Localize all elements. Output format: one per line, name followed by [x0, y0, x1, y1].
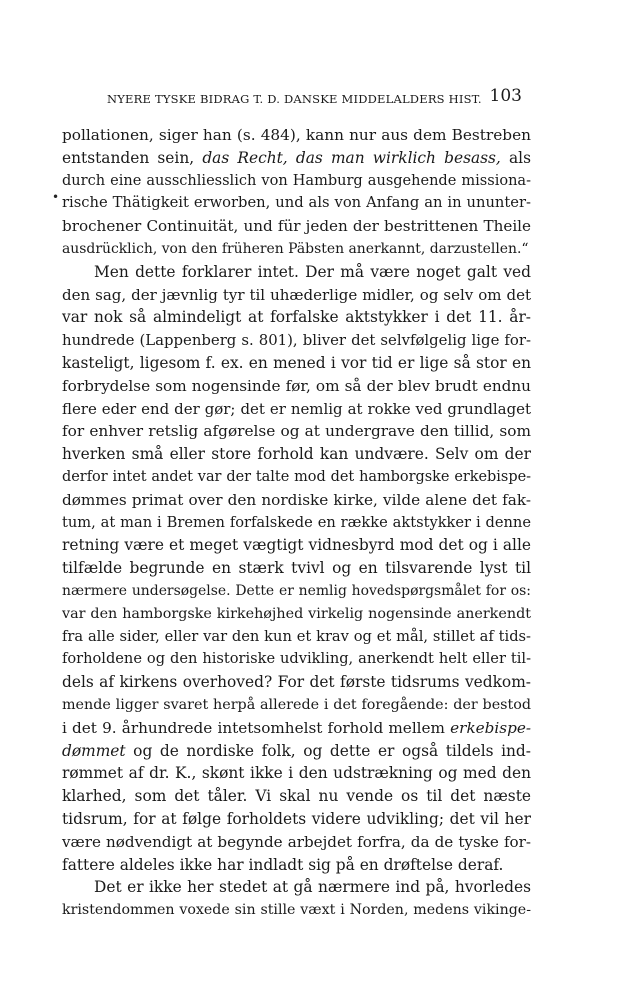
text-line: brochener Continuität, und für jeden der bestrittenen Theile	[62, 217, 531, 236]
text-line: Det er ikke her stedet at gå nærmere ind på, hvorledes	[94, 878, 531, 897]
text-line: var den hamborgske kirkehøjhed virkelig nogensinde anerkendt	[62, 605, 531, 622]
text-line: rische Thätigkeit erworben, und als von Anfang an in ununter-	[62, 194, 531, 212]
text-line: kasteligt, ligesom f. ex. en mened i vor tid er lige så stor en	[62, 353, 531, 372]
running-title: NYERE TYSKE BIDRAG T. D. DANSKE MIDDELALDERS HIST.	[107, 92, 482, 106]
text-line: nærmere undersøgelse. Dette er nemlig hovedspørgsmålet for os:	[62, 582, 531, 599]
text-line: forbrydelse som nogensinde før, om så der blev brudt endnu	[62, 376, 531, 395]
text-line: fattere aldeles ikke har indladt sig på en drøftelse deraf.	[62, 855, 504, 874]
page-number: 103	[489, 86, 522, 106]
text-line: pollationen, siger han (s. 484), kann nur aus dem Bestreben	[62, 126, 531, 144]
text-line: for enhver retslig afgørelse og at undergrave den tillid, som	[62, 422, 531, 441]
text-line: durch eine ausschliesslich von Hamburg ausgehende missiona-	[62, 172, 531, 189]
text-line: kristendommen voxede sin stille væxt i Norden, medens vikinge-	[62, 902, 531, 919]
text-line: hundrede (Lappenberg s. 801), bliver det selvfølgelig lige for-	[62, 331, 531, 350]
text-line: hverken små eller store forhold kan undvære. Selv om der	[62, 445, 531, 464]
text-line: tilfælde begrunde en stærk tvivl og en tilsvarende lyst til	[62, 559, 531, 578]
text-line: tum, at man i Bremen forfalskede en række aktstykker i denne	[62, 513, 531, 531]
text-line: være nødvendigt at begynde arbejdet forfra, da de tyske for-	[62, 832, 531, 851]
text-line: dømmes primat over den nordiske kirke, vilde alene det fak-	[62, 490, 531, 509]
text-line: var nok så almindeligt at forfalske aktstykker i det 11. år-	[62, 308, 531, 327]
text-line: forholdene og den historiske udvikling, anerkendt helt eller til-	[62, 650, 531, 668]
running-head	[107, 86, 522, 108]
text-line: ausdrücklich, von den früheren Päbsten anerkannt, darzustellen.“	[62, 240, 529, 257]
italic-phrase: das Recht, das man wirklich besass,	[202, 148, 501, 167]
text-line: dømmet og de nordiske folk, og dette er også tildels ind-	[62, 741, 531, 760]
text-line: tidsrum, for at følge forholdets videre udvikling; det vil her	[62, 809, 531, 828]
body-text	[62, 124, 531, 922]
text-line: klarhed, som det tåler. Vi skal nu vende os til det næste	[62, 787, 531, 806]
margin-mark: •	[52, 190, 60, 204]
text-line: Men dette forklarer intet. Der må være noget galt ved	[94, 262, 531, 281]
text-line: rømmet af dr. K., skønt ikke i den udstrækning og med den	[62, 764, 531, 783]
text-line: den sag, der jævnlig tyr til uhæderlige midler, og selv om det	[62, 285, 531, 304]
text-line: derfor intet andet var der talte mod det hamborgske erkebispe-	[62, 468, 531, 485]
italic-phrase: dømmet	[62, 741, 126, 760]
italic-phrase: erkebispe-	[450, 718, 531, 737]
text-line: fra alle sider, eller var den kun et krav og et mål, stillet af tids-	[62, 627, 531, 645]
text-line: mende ligger svaret herpå allerede i det foregående: der bestod	[62, 696, 531, 713]
text-line: flere eder end der gør; det er nemlig at rokke ved grundlaget	[62, 399, 531, 418]
text-line: retning være et meget vægtigt vidnesbyrd mod det og i alle	[62, 536, 531, 555]
text-line: i det 9. århundrede intetsomhelst forhold mellem erkebispe-	[62, 718, 531, 737]
text-line: entstanden sein, das Recht, das man wirklich besass, als	[62, 148, 531, 167]
text-line: dels af kirkens overhoved? For det første tidsrums vedkom-	[62, 673, 531, 692]
